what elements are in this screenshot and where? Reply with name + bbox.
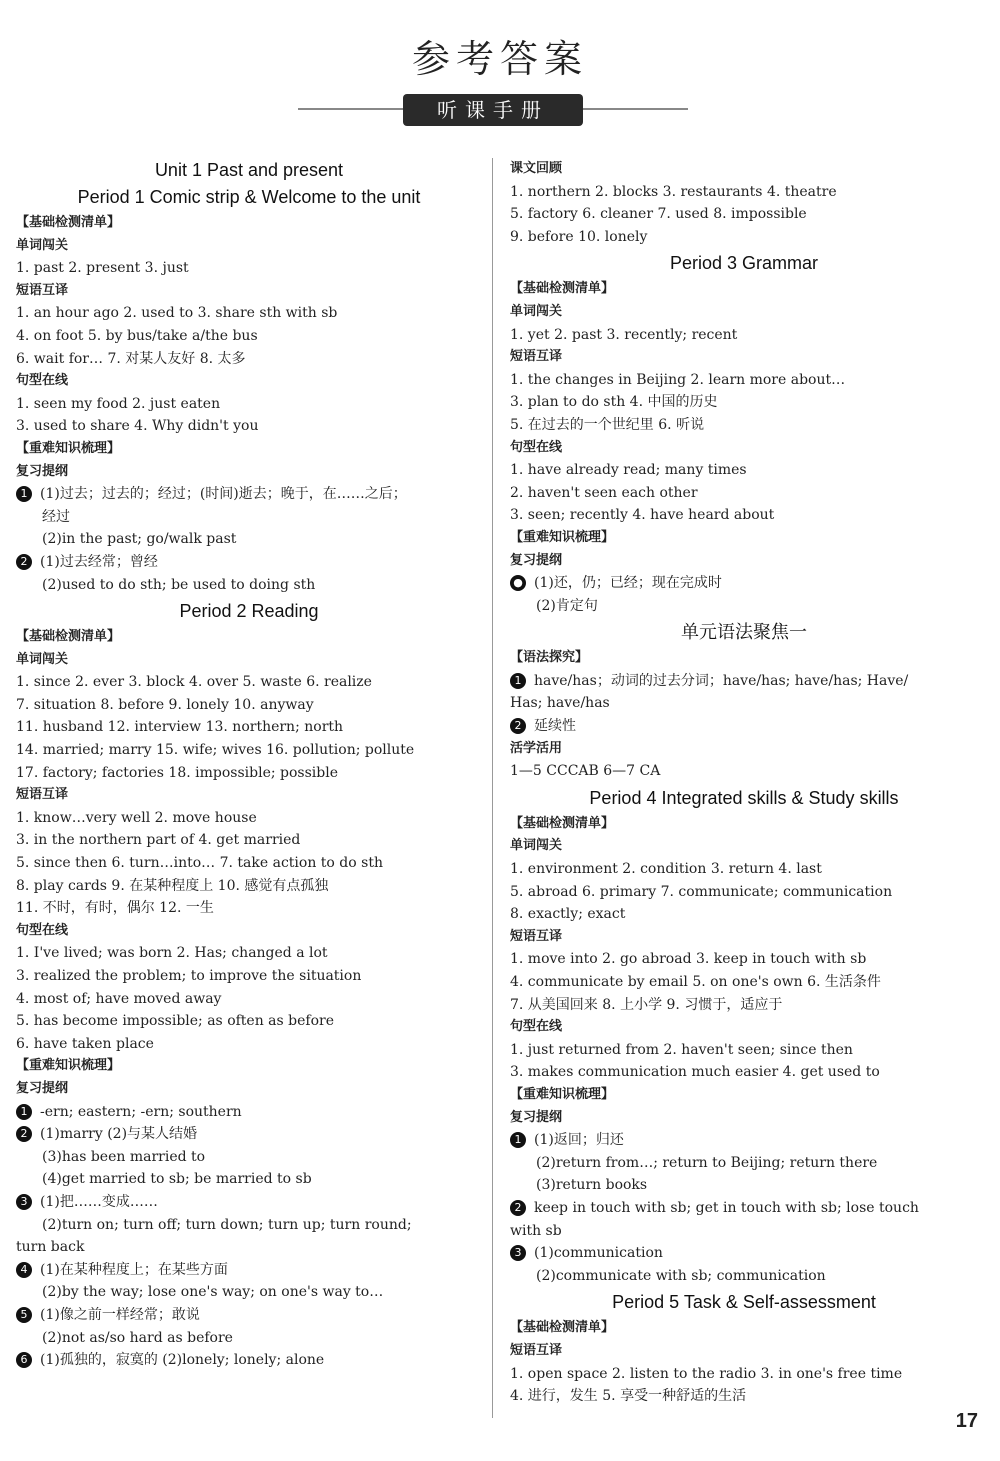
banner-line-left xyxy=(298,108,403,110)
numbered-item xyxy=(16,1101,482,1124)
section-banner: 听课手册 xyxy=(403,94,583,126)
subsection-label: 句型在线 xyxy=(16,373,69,389)
section-heading: 单元语法聚焦一 xyxy=(681,622,807,643)
answer-line: 2. haven't seen each other xyxy=(510,484,698,501)
block-label: 【重难知识梳理】 xyxy=(16,440,121,456)
section-heading: Period 3 Grammar xyxy=(669,253,819,274)
answer-text: (1)孤独的，寂寞的 (2)lonely; lonely; alone xyxy=(40,1352,325,1369)
subsection-label: 单词闯关 xyxy=(510,838,563,854)
section-heading: Unit 1 Past and present xyxy=(154,160,344,180)
circle-number-icon: 4 xyxy=(16,1262,32,1278)
block-label: 【基础检测清单】 xyxy=(16,629,121,645)
section-heading: Period 4 Integrated skills & Study skills xyxy=(589,787,899,808)
circle-number-icon: 3 xyxy=(510,1245,526,1261)
block-label: 【基础检测清单】 xyxy=(16,215,121,230)
answer-line: (2)turn on; turn off; turn down; turn up; turn round; xyxy=(42,1216,412,1233)
answer-line: (2)肯定句 xyxy=(536,597,598,614)
numbered-item xyxy=(510,715,978,738)
block-label: 【重难知识梳理】 xyxy=(510,1086,615,1102)
right-column xyxy=(510,158,978,1408)
answer-line: 3. used to share 4. Why didn't you xyxy=(16,418,259,435)
circle-number-icon: 2 xyxy=(16,554,32,570)
answer-line: 8. exactly; exact xyxy=(510,906,626,923)
answer-line: (2)in the past; go/walk past xyxy=(42,531,237,548)
numbered-item xyxy=(510,1129,978,1152)
page-number: 17 xyxy=(955,1410,978,1432)
answer-line: 4. on foot 5. by bus/take a/the bus xyxy=(16,327,258,344)
answer-line: turn back xyxy=(16,1239,85,1256)
answer-line: with sb xyxy=(510,1222,562,1239)
answer-line: 1. northern 2. blocks 3. restaurants 4. theatre xyxy=(510,183,837,200)
answer-line: 4. 进行，发生 5. 享受一种舒适的生活 xyxy=(510,1388,747,1405)
answer-line: 1. the changes in Beijing 2. learn more about… xyxy=(510,371,846,388)
answer-line: 9. before 10. lonely xyxy=(510,228,648,245)
subsection-label: 短语互译 xyxy=(510,928,563,944)
answer-line: 3. plan to do sth 4. 中国的历史 xyxy=(510,394,718,411)
block-label: 【基础检测清单】 xyxy=(510,815,615,831)
answer-text: (1)在某种程度上；在某些方面 xyxy=(40,1261,228,1278)
subsection-label: 单词闯关 xyxy=(510,303,563,319)
numbered-item xyxy=(510,670,978,693)
circle-number-icon: 3 xyxy=(16,1194,32,1210)
block-label: 【基础检测清单】 xyxy=(510,281,615,297)
answer-line: 5. has become impossible; as often as before xyxy=(16,1013,335,1030)
answer-line: 11. 不时，有时，偶尔 12. 一生 xyxy=(16,900,214,917)
answer-line: 1. move into 2. go abroad 3. keep in touch with sb xyxy=(510,951,867,968)
answer-line: (3)return books xyxy=(536,1177,648,1194)
answer-line: 1. I've lived; was born 2. Has; changed a lot xyxy=(16,945,328,962)
left-column xyxy=(16,158,482,1372)
circle-number-icon: 5 xyxy=(16,1307,32,1323)
circle-number-icon: 1 xyxy=(16,486,32,502)
answer-line: 5. factory 6. cleaner 7. used 8. impossible xyxy=(510,206,807,223)
section-heading: Period 1 Comic strip & Welcome to the unit xyxy=(77,187,421,207)
answer-line: 5. 在过去的一个世纪里 6. 听说 xyxy=(510,416,705,433)
numbered-item xyxy=(16,1191,482,1214)
answer-line: 5. since then 6. turn…into… 7. take action to do sth xyxy=(16,855,383,872)
answer-line: 17. factory; factories 18. impossible; possible xyxy=(16,764,338,781)
answer-line: 4. most of; have moved away xyxy=(16,990,222,1007)
circle-number-icon: 1 xyxy=(510,1132,526,1148)
subsection-label: 复习提纲 xyxy=(16,463,69,479)
banner-line-right xyxy=(583,108,688,110)
circle-number-icon: 1 xyxy=(16,1104,32,1120)
answer-text: (1)把……变成…… xyxy=(40,1193,158,1210)
numbered-item xyxy=(16,483,482,506)
subsection-label: 句型在线 xyxy=(510,439,563,455)
answer-line: (2)not as/so hard as before xyxy=(42,1329,233,1346)
answer-line: 1. an hour ago 2. used to 3. share sth with sb xyxy=(16,305,338,322)
answer-text: have/has；动词的过去分词；have/has; have/has; Have/ xyxy=(534,672,909,689)
answer-line: (2)communicate with sb; communication xyxy=(536,1267,826,1284)
answer-text: (1)marry (2)与某人结婚 xyxy=(40,1126,198,1143)
subsection-label: 短语互译 xyxy=(510,1342,563,1358)
answer-line: (3)has been married to xyxy=(42,1148,206,1165)
section-heading: Period 2 Reading xyxy=(179,601,319,622)
column-divider xyxy=(492,158,493,1418)
answer-text: keep in touch with sb; get in touch with sb; lose touch xyxy=(534,1199,919,1216)
answer-line: (2)return from…; return to Beijing; return there xyxy=(536,1154,878,1171)
answer-line: 6. wait for… 7. 对某人友好 8. 太多 xyxy=(16,350,246,367)
answer-line: 1. just returned from 2. haven't seen; since then xyxy=(510,1041,853,1058)
answer-line: 3. realized the problem; to improve the situation xyxy=(16,968,362,984)
circle-number-icon: 2 xyxy=(510,1200,526,1216)
subsection-label: 复习提纲 xyxy=(16,1080,69,1096)
subsection-label: 短语互译 xyxy=(510,349,563,365)
numbered-item xyxy=(510,572,978,595)
circle-number-icon: 2 xyxy=(510,718,526,734)
subsection-label: 复习提纲 xyxy=(510,552,563,568)
answer-line: (2)used to do sth; be used to doing sth xyxy=(42,576,316,593)
numbered-item xyxy=(510,1197,978,1220)
answer-line: (2)by the way; lose one's way; on one's way to… xyxy=(42,1284,384,1301)
answer-line: 经过 xyxy=(42,508,70,525)
circle-number-icon: ● xyxy=(510,575,526,591)
answer-line: 1. open space 2. listen to the radio 3. in one's free time xyxy=(510,1365,903,1382)
answer-text: (1)communication xyxy=(534,1245,663,1262)
answer-line: 6. have taken place xyxy=(16,1035,154,1052)
numbered-item xyxy=(16,1123,482,1146)
answer-line: 3. makes communication much easier 4. get used to xyxy=(510,1064,880,1081)
page-title: 参考答案 xyxy=(411,37,588,81)
answer-line: 1. environment 2. condition 3. return 4. last xyxy=(510,861,822,878)
subsection-label: 短语互译 xyxy=(16,282,69,298)
numbered-item xyxy=(510,1242,978,1265)
answer-line: 11. husband 12. interview 13. northern; north xyxy=(16,719,344,736)
circle-number-icon: 1 xyxy=(510,673,526,689)
answer-text: -ern; eastern; -ern; southern xyxy=(40,1103,242,1120)
answer-text: (1)过去经常；曾经 xyxy=(40,553,158,570)
answer-line: 1. past 2. present 3. just xyxy=(16,260,189,277)
answer-line: 5. abroad 6. primary 7. communicate; communication xyxy=(510,883,893,900)
answer-line: 3. in the northern part of 4. get married xyxy=(16,832,301,849)
block-label: 【重难知识梳理】 xyxy=(510,529,615,545)
answer-line: 1—5 CCCAB 6—7 CA xyxy=(510,763,661,780)
subsection-label: 课文回顾 xyxy=(510,161,563,176)
answer-text: (1)过去；过去的；经过；(时间)逝去；晚于，在……之后； xyxy=(40,486,407,503)
section-heading: Period 5 Task & Self-assessment xyxy=(612,1292,876,1313)
block-label: 【语法探究】 xyxy=(510,650,589,666)
answer-line: 3. seen; recently 4. have heard about xyxy=(510,507,775,524)
answer-line: 1. seen my food 2. just eaten xyxy=(16,395,221,412)
subsection-label: 单词闯关 xyxy=(16,651,69,667)
circle-number-icon: 6 xyxy=(16,1352,32,1368)
answer-line: 7. 从美国回来 8. 上小学 9. 习惯于，适应于 xyxy=(510,996,783,1013)
subsection-label: 句型在线 xyxy=(510,1019,563,1035)
numbered-item xyxy=(16,551,482,574)
numbered-item xyxy=(16,1349,482,1372)
answer-line: 1. yet 2. past 3. recently; recent xyxy=(510,326,738,343)
answer-line: 14. married; marry 15. wife; wives 16. pollution; pollute xyxy=(16,742,415,759)
answer-line: 7. situation 8. before 9. lonely 10. anyway xyxy=(16,696,314,713)
answer-line: 1. since 2. ever 3. block 4. over 5. waste 6. realize xyxy=(16,674,372,691)
subsection-label: 活学活用 xyxy=(510,740,563,756)
answer-text: (1)还，仍；已经；现在完成时 xyxy=(534,575,722,592)
circle-number-icon: 2 xyxy=(16,1126,32,1142)
subsection-label: 复习提纲 xyxy=(510,1109,563,1125)
answer-text: (1)返回；归还 xyxy=(534,1132,624,1149)
block-label: 【重难知识梳理】 xyxy=(16,1058,121,1074)
subsection-label: 短语互译 xyxy=(16,787,69,803)
answer-line: 1. know…very well 2. move house xyxy=(16,809,257,826)
answer-text: (1)像之前一样经常；敢说 xyxy=(40,1306,200,1323)
answer-line: 1. have already read; many times xyxy=(510,462,747,479)
answer-line: 8. play cards 9. 在某种程度上 10. 感觉有点孤独 xyxy=(16,877,329,894)
answer-text: 延续性 xyxy=(534,718,576,735)
subsection-label: 句型在线 xyxy=(16,922,69,938)
answer-line: Has; have/has xyxy=(510,695,610,712)
numbered-item xyxy=(16,1259,482,1282)
answer-line: 4. communicate by email 5. on one's own 6. 生活条件 xyxy=(510,974,881,990)
numbered-item xyxy=(16,1304,482,1327)
subsection-label: 单词闯关 xyxy=(16,237,69,253)
block-label: 【基础检测清单】 xyxy=(510,1320,615,1336)
answer-line: (4)get married to sb; be married to sb xyxy=(42,1171,312,1188)
